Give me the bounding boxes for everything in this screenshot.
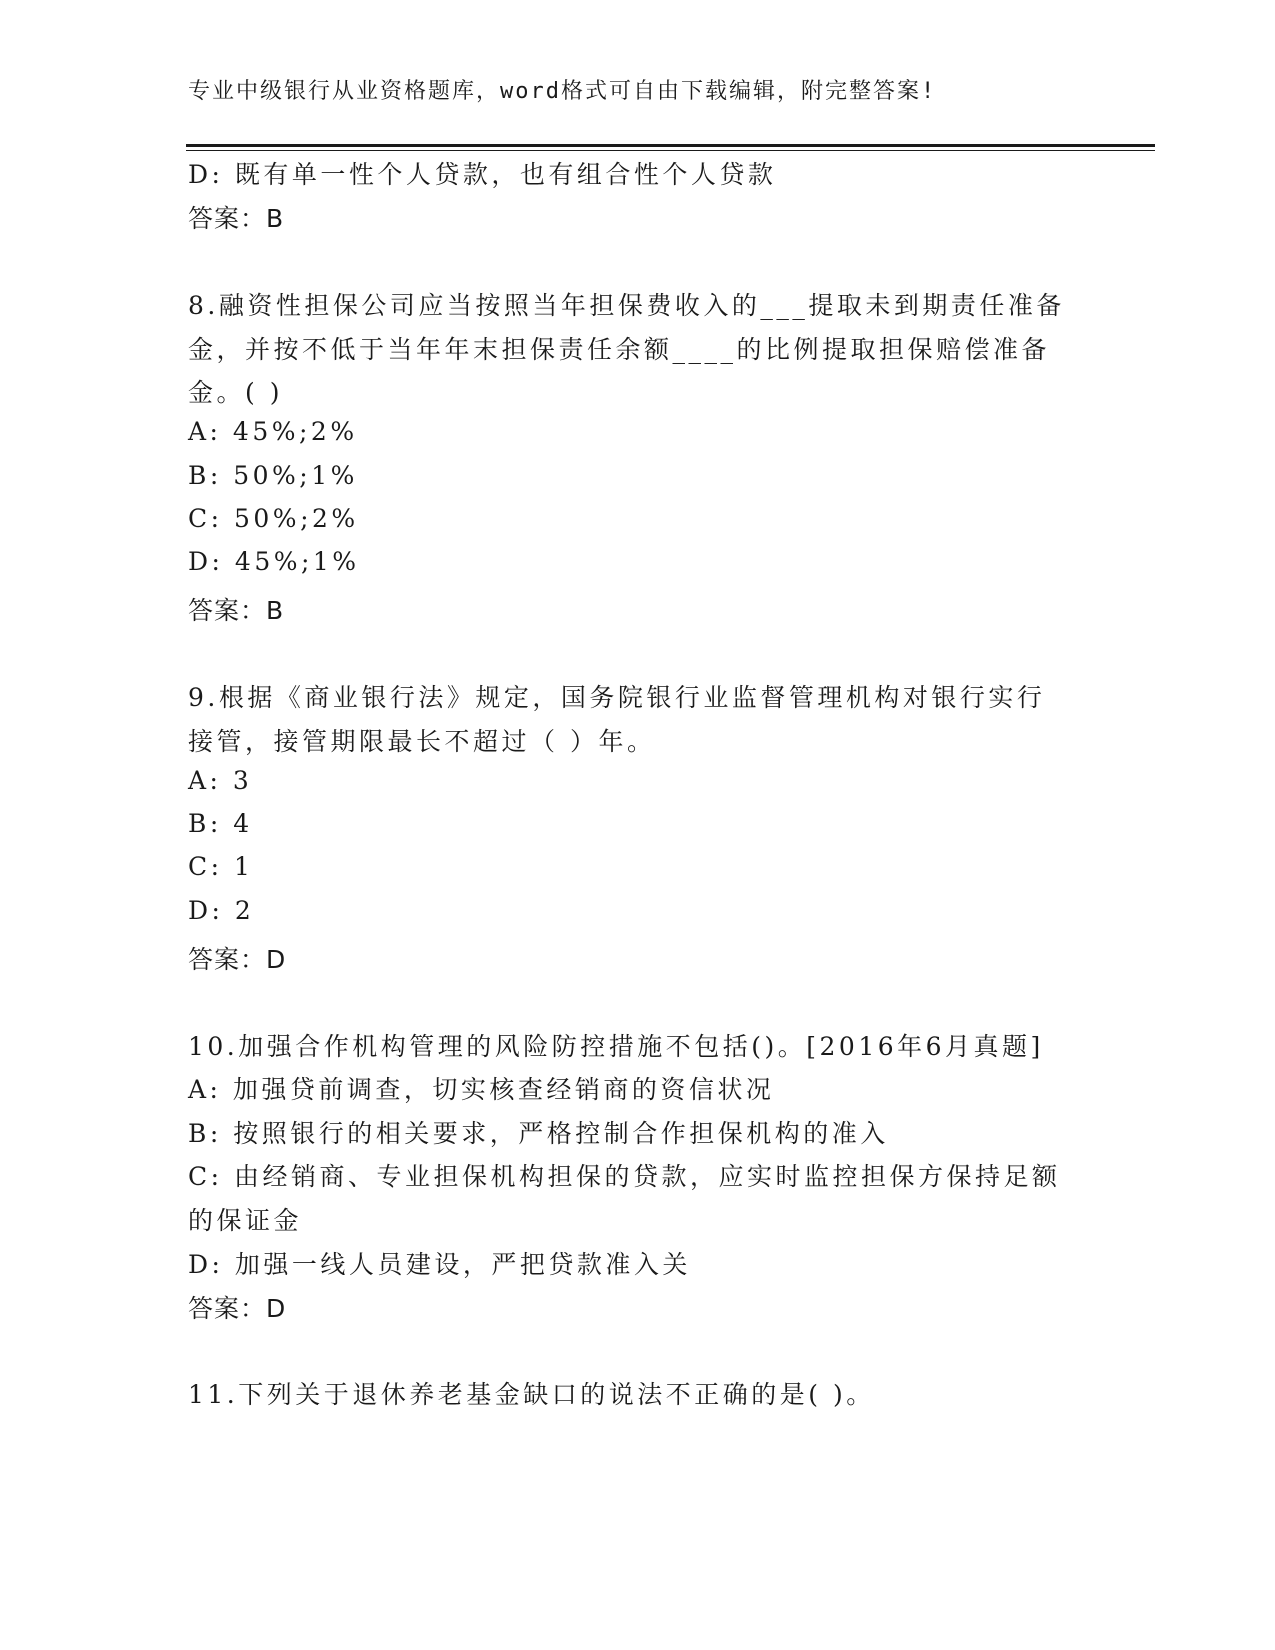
header-rule-thin [186,150,1155,151]
q9-answer: 答案：D [188,945,287,974]
q8-option-c: C: 50%;2% [188,504,359,533]
q9-stem-line-1: 9.根据《商业银行法》规定，国务院银行业监督管理机构对银行实行 [188,683,1046,712]
q9-stem-line-2: 接管，接管期限最长不超过（ ）年。 [188,727,656,756]
q7-option-d: D: 既有单一性个人贷款，也有组合性个人贷款 [188,160,777,189]
q10-option-b: B: 按照银行的相关要求，严格控制合作担保机构的准入 [188,1119,889,1148]
q8-option-b: B: 50%;1% [188,461,358,490]
header-rule-thick [186,144,1155,147]
q10-stem-line-1: 10.加强合作机构管理的风险防控措施不包括()。[2016年6月真题] [188,1032,1044,1061]
q9-option-b: B: 4 [188,809,253,838]
q8-stem-line-1: 8.融资性担保公司应当按照当年担保费收入的___提取未到期责任准备 [188,291,1065,320]
q9-option-d: D: 2 [188,896,255,925]
q8-stem-line-2: 金，并按不低于当年年末担保责任余额____的比例提取担保赔偿准备 [188,335,1051,364]
q10-option-a: A: 加强贷前调查，切实核查经销商的资信状况 [188,1075,775,1104]
q9-option-c: C: 1 [188,852,254,881]
q8-stem-line-3: 金。( ) [188,378,283,407]
q8-option-a: A: 45%;2% [188,417,358,446]
q11-stem-line-1: 11.下列关于退休养老基金缺口的说法不正确的是( )。 [188,1380,875,1409]
q7-answer: 答案：B [188,204,285,233]
q8-answer: 答案：B [188,596,285,625]
q10-option-d: D: 加强一线人员建设，严把贷款准入关 [188,1250,691,1279]
page-header: 专业中级银行从业资格题库，word格式可自由下载编辑，附完整答案! [188,79,937,104]
q8-option-d: D: 45%;1% [188,547,360,576]
q10-option-c-line-1: C: 由经销商、专业担保机构担保的贷款，应实时监控担保方保持足额 [188,1162,1061,1191]
q10-option-c-line-2: 的保证金 [188,1206,303,1235]
q9-option-a: A: 3 [188,766,253,795]
q10-answer: 答案：D [188,1294,287,1323]
